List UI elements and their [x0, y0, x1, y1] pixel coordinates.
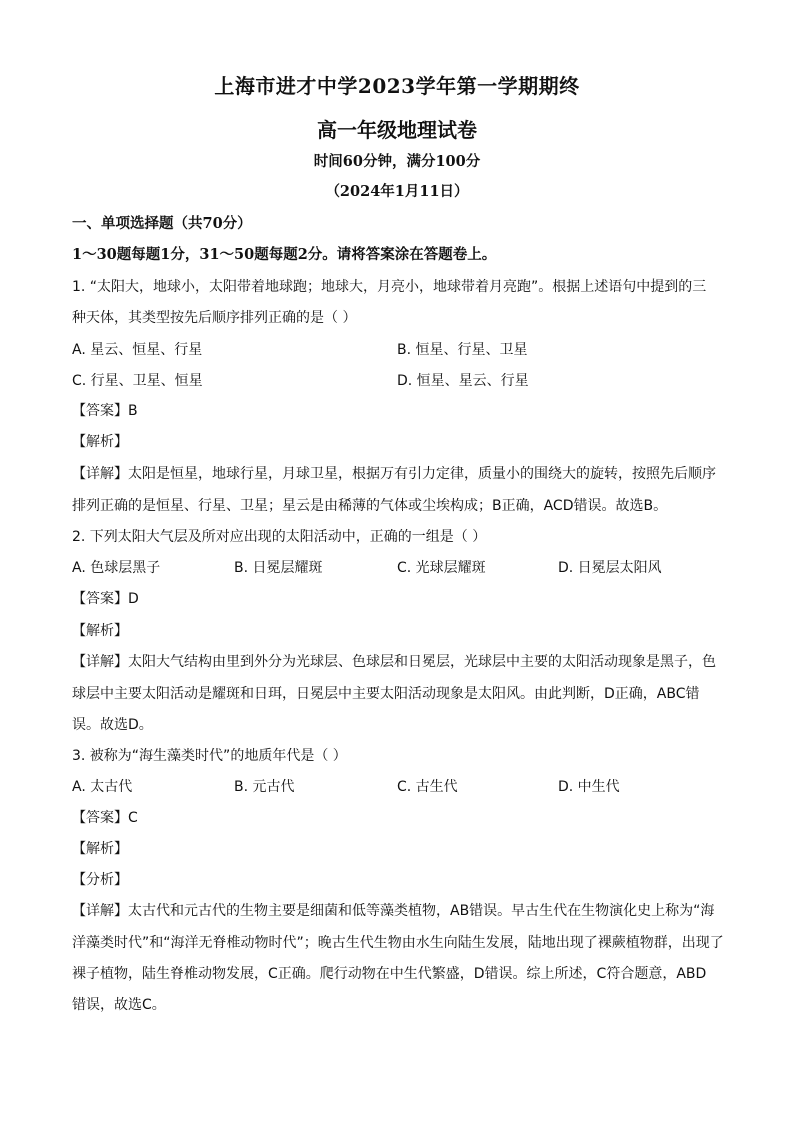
q1-stem-line1: 1. “太阳大，地球小，太阳带着地球跑；地球大，月亮小，地球带着月亮跑”。根据上述语句中提到的三: [72, 279, 707, 295]
exam-title: 上海市进才中学2023学年第一学期期终: [214, 74, 580, 98]
q1-detail-line1: 【详解】太阳是恒星，地球行星，月球卫星，根据万有引力定律，质量小的围绕大的旋转，按照先后顺序: [72, 466, 716, 482]
q2-analysis-label: 【解析】: [72, 623, 128, 639]
q3-detail-line2: 洋藻类时代”和“海洋无脊椎动物时代”；晚古生代生物由水生向陆生发展，陆地出现了裸蕨植物群，出现了: [72, 935, 724, 951]
q2-detail-line3: 误。故选D。: [72, 717, 153, 733]
q3-option-a: A. 太古代: [72, 779, 133, 795]
q3-option-c: C. 古生代: [397, 779, 458, 795]
q1-option-c: C. 行星、卫星、恒星: [72, 373, 203, 389]
q2-option-d: D. 日冕层太阳风: [558, 560, 662, 576]
q3-answer: 【答案】C: [72, 810, 138, 826]
q3-detail-line4: 错误，故选C。: [72, 997, 166, 1013]
q1-option-a: A. 星云、恒星、行星: [72, 342, 203, 358]
q3-option-b: B. 元古代: [234, 779, 295, 795]
q3-fenxi-label: 【分析】: [72, 872, 128, 888]
q3-analysis-label: 【解析】: [72, 841, 128, 857]
exam-subtitle: 高一年级地理试卷: [317, 118, 477, 142]
q1-option-d: D. 恒星、星云、行星: [397, 373, 529, 389]
section-heading: 一、单项选择题（共70分）: [72, 215, 252, 232]
q1-stem-line2: 种天体，其类型按先后顺序排列正确的是（ ）: [72, 310, 357, 326]
q1-answer: 【答案】B: [72, 403, 138, 419]
q2-detail-line2: 球层中主要太阳活动是耀斑和日珥，日冕层中主要太阳活动现象是太阳风。由此判断，D正确，ABC错: [72, 686, 700, 702]
q2-option-c: C. 光球层耀斑: [397, 560, 486, 576]
q2-answer: 【答案】D: [72, 591, 139, 607]
q2-stem: 2. 下列太阳大气层及所对应出现的太阳活动中，正确的一组是（ ）: [72, 529, 487, 545]
q3-detail-line3: 裸子植物，陆生脊椎动物发展，C正确。爬行动物在中生代繁盛，D错误。综上所述，C符合题意，ABD: [72, 966, 707, 982]
section-instruction: 1～30题每题1分，31～50题每题2分。请将答案涂在答题卷上。: [72, 246, 497, 263]
exam-date: （2024年1月11日）: [325, 183, 469, 200]
q3-stem: 3. 被称为“海生藻类时代”的地质年代是（ ）: [72, 748, 347, 764]
q1-option-b: B. 恒星、行星、卫星: [397, 342, 528, 358]
q2-option-b: B. 日冕层耀斑: [234, 560, 323, 576]
q2-option-a: A. 色球层黑子: [72, 560, 161, 576]
q2-detail-line1: 【详解】太阳大气结构由里到外分为光球层、色球层和日冕层，光球层中主要的太阳活动现象是黑子，色: [72, 654, 716, 670]
exam-duration-score: 时间60分钟，满分100分: [313, 153, 481, 170]
q1-detail-line2: 排列正确的是恒星、行星、卫星；星云是由稀薄的气体或尘埃构成；B正确，ACD错误。故选B。: [72, 498, 668, 514]
q3-detail-line1: 【详解】太古代和元古代的生物主要是细菌和低等藻类植物，AB错误。早古生代在生物演化史上称为“海: [72, 903, 715, 919]
q1-analysis-label: 【解析】: [72, 434, 128, 450]
q3-option-d: D. 中生代: [558, 779, 620, 795]
